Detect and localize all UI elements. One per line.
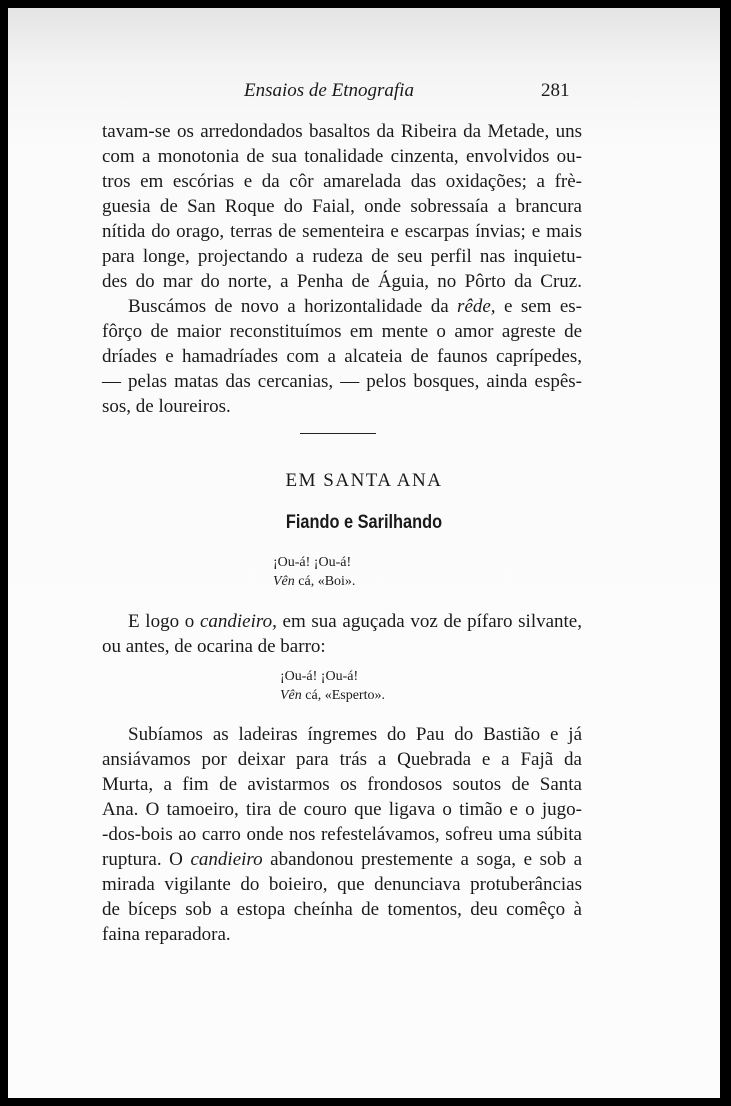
page-number: 281 (541, 80, 570, 101)
paragraph-line: faina reparadora. (102, 924, 231, 945)
paragraph-line: guesia de San Roque do Faial, onde sobressaía a brancura (102, 196, 582, 217)
paragraph-line: — pelas matas das cercanias, — pelos bosques, ainda espês- (102, 371, 582, 392)
paragraph-line: Buscámos de novo a horizontalidade da rêde, e sem es- (128, 296, 582, 317)
paragraph-line: fôrço de maior reconstituímos em mente o amor agreste de (102, 321, 582, 342)
paragraph-line: ou antes, de ocarina de barro: (102, 636, 326, 657)
paragraph-line: tavam-se os arredondados basaltos da Ribeira da Metade, uns (102, 121, 582, 142)
paragraph-line: Subíamos as ladeiras íngremes do Pau do Bastião e já (128, 724, 582, 745)
paragraph-line: mirada vigilante do boieiro, que denunciava protuberâncias (102, 874, 582, 895)
paragraph-line: -dos-bois ao carro onde nos refestelávamos, sofreu uma súbita (102, 824, 582, 845)
verse-line: ¡Ou-á! ¡Ou-á! (280, 669, 359, 684)
paragraph-line: E logo o candieiro, em sua aguçada voz de pífaro silvante, (128, 611, 582, 632)
book-page (8, 8, 720, 1098)
paragraph-line: dríades e hamadríades com a alcateia de faunos caprípedes, (102, 346, 582, 367)
italic-word: candieiro (190, 849, 263, 870)
italic-word: candieiro, (199, 611, 277, 632)
italic-word: rêde, (457, 296, 496, 317)
verse-line: Vên cá, «Boi». (273, 574, 356, 589)
paragraph-line: com a monotonia de sua tonalidade cinzenta, envolvidos ou- (102, 146, 582, 167)
section-title: EM SANTA ANA (285, 470, 443, 491)
paragraph-line: nítida do orago, terras de sementeira e escarpas ínvias; e mais (102, 221, 582, 242)
paragraph-line: Murta, a fim de avistarmos os frondosos soutos de Santa (102, 774, 582, 795)
section-subtitle: Fiando e Sarilhando (285, 512, 443, 533)
paragraph-line: de bíceps sob a estopa cheínha de tomentos, deu comêço à (102, 899, 582, 920)
paragraph-line: Ana. O tamoeiro, tira de couro que ligava o timão e o jugo- (102, 799, 582, 820)
running-header-title: Ensaios de Etnografia (244, 80, 414, 101)
verse-line: Vên cá, «Esperto». (280, 688, 385, 703)
paragraph-line: ansiávamos por deixar para trás a Quebrada e a Fajã da (102, 749, 582, 770)
verse-line: ¡Ou-á! ¡Ou-á! (273, 555, 352, 570)
paragraph-line: sos, de loureiros. (102, 396, 231, 417)
paragraph-line: tros em escórias e da côr amarelada das oxidações; a frè- (102, 171, 582, 192)
paragraph-line: ruptura. O candieiro abandonou prestemente a soga, e sob a (102, 849, 582, 870)
paragraph-line: des do mar do norte, a Penha de Águia, no Pôrto da Cruz. (102, 271, 582, 292)
paragraph-line: para longe, projectando a rudeza de seu perfil nas inquietu- (102, 246, 582, 267)
section-divider (300, 433, 376, 434)
